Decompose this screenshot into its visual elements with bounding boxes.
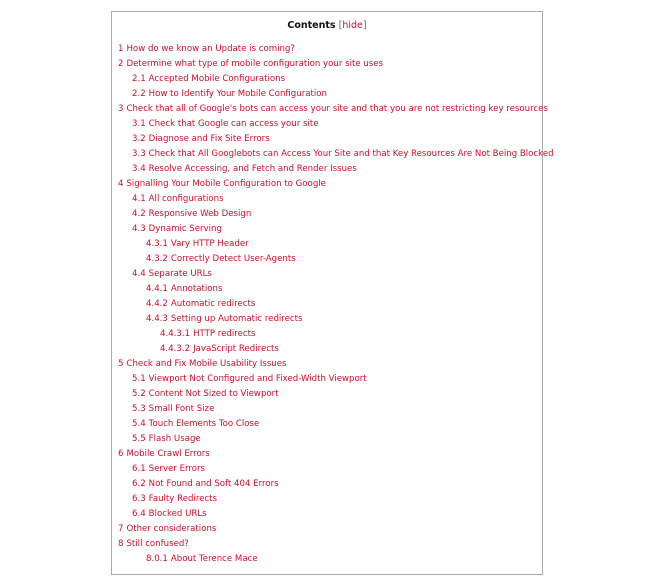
toc-number: 5.5 xyxy=(132,434,146,444)
toc-text: Other considerations xyxy=(126,524,217,534)
toc-link-4-4-2[interactable] xyxy=(112,297,554,312)
toc-link-3-4[interactable] xyxy=(112,162,554,177)
toc-title: Contents xyxy=(287,20,336,31)
toc-number: 2.2 xyxy=(132,89,146,99)
toc-link-4-3-1[interactable] xyxy=(112,237,554,252)
toc-link-3-3[interactable] xyxy=(112,147,554,162)
toc-number: 8 xyxy=(118,539,124,549)
toc-link-4-4-1[interactable] xyxy=(112,282,554,297)
toc-link-3-1[interactable] xyxy=(112,117,554,132)
toc-link-2[interactable] xyxy=(112,57,554,72)
toc-text: Not Found and Soft 404 Errors xyxy=(148,479,279,489)
toc-number: 5.2 xyxy=(132,389,146,399)
toc-link-2-1[interactable] xyxy=(112,72,554,87)
toc-text: Check that all of Google's bots can access your site and that you are not restricting key resources xyxy=(126,104,548,114)
toc-text: Check and Fix Mobile Usability Issues xyxy=(126,359,287,369)
toc-number: 4.3.2 xyxy=(146,254,168,264)
toc-text: Dynamic Serving xyxy=(148,224,222,234)
toc-text: Diagnose and Fix Site Errors xyxy=(148,134,270,144)
toc-text: Still confused? xyxy=(126,539,189,549)
toc-link-4-1[interactable] xyxy=(112,192,554,207)
toc-link-4-4[interactable] xyxy=(112,267,554,282)
toc-number: 4.4.3 xyxy=(146,314,168,324)
toc-number: 4.2 xyxy=(132,209,146,219)
toc-number: 1 xyxy=(118,44,124,54)
toc-number: 4.4.1 xyxy=(146,284,168,294)
toc-text: Signalling Your Mobile Configuration to Google xyxy=(126,179,326,189)
toc-link-5[interactable] xyxy=(112,357,554,372)
toc-link-1[interactable] xyxy=(112,42,554,57)
toc-number: 3.3 xyxy=(132,149,146,159)
toc-text: HTTP redirects xyxy=(193,329,256,339)
toc-text: Mobile Crawl Errors xyxy=(126,449,210,459)
toc-text: Responsive Web Design xyxy=(148,209,252,219)
toc-number: 4.4.2 xyxy=(146,299,168,309)
toc-text: How to Identify Your Mobile Configuration xyxy=(148,89,327,99)
toc-link-5-4[interactable] xyxy=(112,417,554,432)
toc-number: 8.0.1 xyxy=(146,554,168,564)
toc-text: Automatic redirects xyxy=(170,299,256,309)
toc-text: Small Font Size xyxy=(148,404,215,414)
toc-text: Flash Usage xyxy=(148,434,201,444)
toc-text: Accepted Mobile Configurations xyxy=(148,74,286,84)
toc-link-4[interactable] xyxy=(112,177,554,192)
toc-number: 7 xyxy=(118,524,124,534)
toc-link-4-4-3-2[interactable] xyxy=(112,342,554,357)
toc-link-4-4-3[interactable] xyxy=(112,312,554,327)
toc-header xyxy=(112,19,542,33)
toc-open-bracket: [ xyxy=(338,20,343,31)
toc-link-2-2[interactable] xyxy=(112,87,554,102)
toc-text: Correctly Detect User-Agents xyxy=(170,254,296,264)
toc-hide-link[interactable]: hide xyxy=(342,20,363,31)
toc-link-6-4[interactable] xyxy=(112,507,554,522)
toc-link-5-3[interactable] xyxy=(112,402,554,417)
toc-number: 5.4 xyxy=(132,419,146,429)
toc-number: 4.4.3.1 xyxy=(160,329,191,339)
toc-text: About Terence Mace xyxy=(170,554,258,564)
toc-text: Check that Google can access your site xyxy=(148,119,319,129)
toc-link-4-3[interactable] xyxy=(112,222,554,237)
toc-text: Separate URLs xyxy=(148,269,212,279)
toc-link-5-5[interactable] xyxy=(112,432,554,447)
toc-text: Annotations xyxy=(170,284,223,294)
toc-text: Check that All Googlebots can Access Your Site and that Key Resources Are Not Being Blocked xyxy=(148,149,554,159)
toc-number: 4.3 xyxy=(132,224,146,234)
toc-link-6[interactable] xyxy=(112,447,554,462)
toc-text: Faulty Redirects xyxy=(148,494,218,504)
toc-link-8[interactable] xyxy=(112,537,554,552)
toc-number: 5 xyxy=(118,359,124,369)
toc-text: How do we know an Update is coming? xyxy=(126,44,295,54)
table-of-contents xyxy=(111,11,554,575)
toc-link-6-2[interactable] xyxy=(112,477,554,492)
toc-text: Determine what type of mobile configuration your site uses xyxy=(126,59,384,69)
toc-link-4-3-2[interactable] xyxy=(112,252,554,267)
toc-link-7[interactable] xyxy=(112,522,554,537)
toc-text: All configurations xyxy=(148,194,224,204)
toc-number: 6.4 xyxy=(132,509,146,519)
toc-number: 4.4.3.2 xyxy=(160,344,191,354)
toc-list xyxy=(112,42,554,567)
toc-number: 3.2 xyxy=(132,134,146,144)
toc-number: 2 xyxy=(118,59,124,69)
toc-number: 3 xyxy=(118,104,124,114)
toc-number: 6.2 xyxy=(132,479,146,489)
toc-text: Setting up Automatic redirects xyxy=(170,314,303,324)
toc-number: 5.1 xyxy=(132,374,146,384)
toc-text: Viewport Not Configured and Fixed-Width Viewport xyxy=(148,374,367,384)
toc-link-3[interactable] xyxy=(112,102,554,117)
toc-text: Touch Elements Too Close xyxy=(148,419,260,429)
toc-number: 3.1 xyxy=(132,119,146,129)
toc-number: 4.3.1 xyxy=(146,239,168,249)
toc-number: 4.4 xyxy=(132,269,146,279)
toc-number: 4 xyxy=(118,179,124,189)
toc-number: 6 xyxy=(118,449,124,459)
toc-link-8-0-1[interactable] xyxy=(112,552,554,567)
toc-link-5-1[interactable] xyxy=(112,372,554,387)
toc-link-3-2[interactable] xyxy=(112,132,554,147)
toc-number: 6.1 xyxy=(132,464,146,474)
toc-text: Content Not Sized to Viewport xyxy=(148,389,279,399)
toc-number: 2.1 xyxy=(132,74,146,84)
toc-number: 3.4 xyxy=(132,164,146,174)
toc-text: Vary HTTP Header xyxy=(170,239,249,249)
toc-link-6-1[interactable] xyxy=(112,462,554,477)
toc-text: Blocked URLs xyxy=(148,509,207,519)
toc-number: 4.1 xyxy=(132,194,146,204)
toc-link-4-4-3-1[interactable] xyxy=(112,327,554,342)
toc-number: 6.3 xyxy=(132,494,146,504)
toc-number: 5.3 xyxy=(132,404,146,414)
toc-close-bracket: ] xyxy=(362,20,367,31)
toc-link-5-2[interactable] xyxy=(112,387,554,402)
toc-text: Server Errors xyxy=(148,464,206,474)
toc-link-6-3[interactable] xyxy=(112,492,554,507)
toc-text: Resolve Accessing, and Fetch and Render Issues xyxy=(148,164,357,174)
toc-link-4-2[interactable] xyxy=(112,207,554,222)
toc-text: JavaScript Redirects xyxy=(193,344,279,354)
